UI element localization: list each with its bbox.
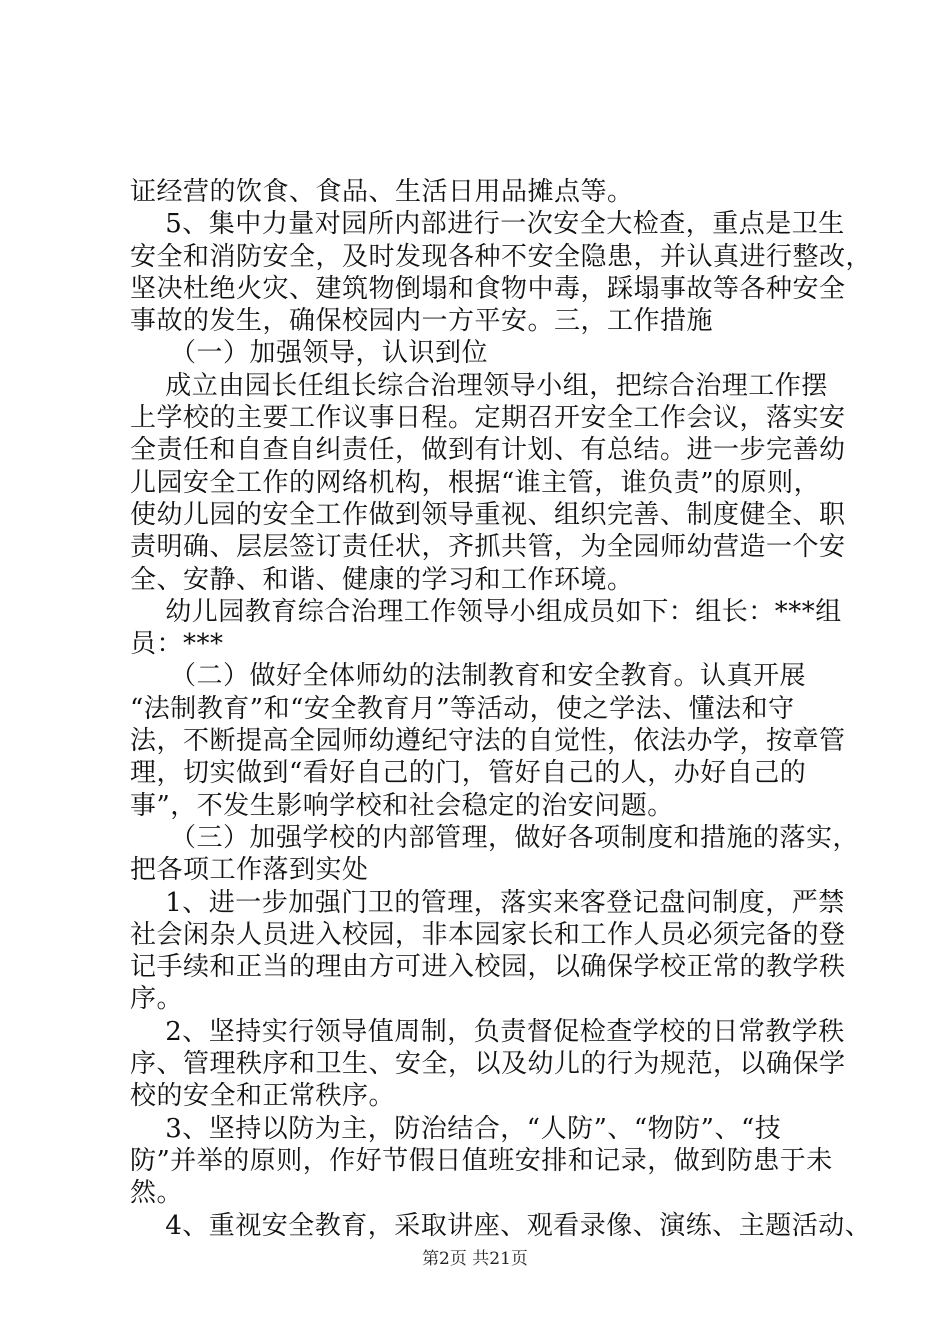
text-line: 法，不断提高全园师幼遵纪守法的自觉性，依法办学，按章管: [130, 726, 846, 757]
text-line: （二）做好全体师幼的法制教育和安全教育。认真开展: [130, 661, 807, 692]
text-line: 1、进一步加强门卫的管理，落实来客登记盘问制度，严禁: [130, 887, 845, 918]
text-line: 事”，不发生影响学校和社会稳定的治安问题。: [130, 790, 674, 821]
text-line: 使幼儿园的安全工作做到领导重视、组织完善、制度健全、职: [130, 499, 846, 530]
text-line: 把各项工作落到实处: [130, 855, 369, 886]
text-line: “法制教育”和“安全教育月”等活动，使之学法、懂法和守: [130, 693, 795, 724]
text-line: （一）加强领导，认识到位: [130, 338, 489, 369]
text-line: 坚决杜绝火灾、建筑物倒塌和食物中毒，踩塌事故等各种安全: [130, 273, 846, 304]
text-line: 全责任和自查自纠责任，做到有计划、有总结。进一步完善幼: [130, 435, 846, 466]
text-line: 4、重视安全教育，采取讲座、观看录像、演练、主题活动、: [130, 1210, 872, 1241]
text-line: 序、管理秩序和卫生、安全，以及幼儿的行为规范，以确保学: [130, 1049, 846, 1080]
document-body: [130, 176, 873, 1242]
page-number-footer: 第2页 共21页: [422, 1249, 528, 1269]
text-line: 记手续和正当的理由方可进入校园，以确保学校正常的教学秩: [130, 952, 846, 983]
text-line: 儿园安全工作的网络机构，根据“谁主管，谁负责”的原则，: [130, 467, 821, 498]
text-line: 事故的发生，确保校园内一方平安。三，工作措施: [130, 306, 714, 337]
text-line: 幼儿园教育综合治理工作领导小组成员如下：组长：***组: [130, 596, 842, 627]
text-line: 5、集中力量对园所内部进行一次安全大检查，重点是卫生: [130, 209, 845, 240]
text-line: 员：***: [130, 629, 224, 660]
text-line: 社会闲杂人员进入校园，非本园家长和工作人员必须完备的登: [130, 919, 846, 950]
text-line: （三）加强学校的内部管理，做好各项制度和措施的落实，: [130, 822, 860, 853]
text-line: 2、坚持实行领导值周制，负责督促检查学校的日常教学秩: [130, 1016, 845, 1047]
text-line: 校的安全和正常秩序。: [130, 1081, 396, 1112]
text-line: 序。: [130, 984, 184, 1015]
text-line: 防”并举的原则，作好节假日值班安排和记录，做到防患于未: [130, 1145, 833, 1176]
text-line: 安全和消防安全，及时发现各种不安全隐患，并认真进行整改，: [130, 241, 873, 272]
text-line: 3、坚持以防为主，防治结合，“人防”、“物防”、“技: [130, 1113, 782, 1144]
text-line: 成立由园长任组长综合治理领导小组，把综合治理工作摆: [130, 370, 828, 401]
text-line: 然。: [130, 1178, 184, 1209]
text-line: 责明确、层层签订责任状，齐抓共管，为全园师幼营造一个安: [130, 532, 846, 563]
text-line: 上学校的主要工作议事日程。定期召开安全工作会议，落实安: [130, 403, 846, 434]
text-line: 证经营的饮食、食品、生活日用品摊点等。: [130, 177, 634, 207]
text-line: 全、安静、和谐、健康的学习和工作环境。: [130, 564, 634, 595]
text-line: 理，切实做到“看好自己的门，管好自己的人，办好自己的: [130, 758, 807, 789]
